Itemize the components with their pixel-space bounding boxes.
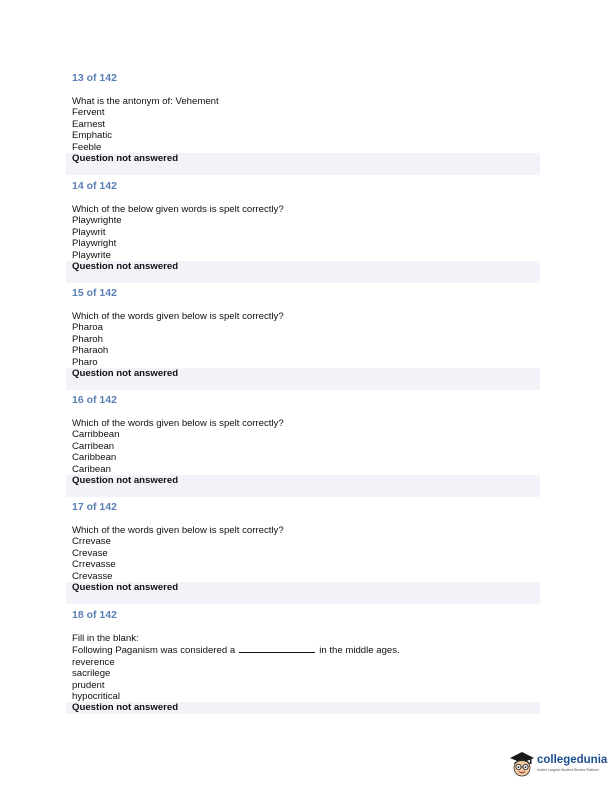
option: Playwright [72, 238, 117, 250]
question-text: Which of the words given below is spelt correctly? [72, 418, 284, 429]
option: reverence [72, 656, 115, 668]
collegedunia-logo [509, 751, 609, 781]
option: Carribbean [72, 429, 120, 441]
question-block [66, 393, 540, 497]
logo-text: collegedunia [537, 754, 608, 766]
question-block [66, 286, 540, 390]
question-text [72, 644, 540, 656]
option: Crrevase [72, 536, 111, 548]
question-text-before: Following Paganism was considered a [72, 645, 236, 657]
option: hypocritical [72, 691, 120, 703]
answer-status: Question not answered [66, 153, 540, 175]
question-number: 13 of 142 [72, 72, 117, 84]
question-block [66, 71, 540, 175]
question-text-after: in the middle ages. [319, 645, 400, 657]
question-instruction: Fill in the blank: [72, 633, 139, 644]
option: Fervent [72, 107, 105, 119]
graduate-mascot-icon [509, 751, 535, 779]
answer-status: Question not answered [66, 582, 540, 604]
question-number: 16 of 142 [72, 394, 117, 406]
option: Emphatic [72, 130, 112, 142]
option: Feeble [72, 141, 102, 153]
option: Pharoa [72, 322, 103, 334]
option: Pharo [72, 356, 98, 368]
question-text: Which of the words given below is spelt correctly? [72, 525, 284, 536]
option: Crevase [72, 547, 108, 559]
question-body [66, 204, 540, 261]
question-body [66, 96, 540, 153]
question-block [66, 500, 540, 604]
fill-blank-line [239, 644, 315, 653]
option: Pharaoh [72, 345, 109, 357]
option: Crevasse [72, 570, 113, 582]
question-body [66, 525, 540, 582]
logo-tagline: India's Largest Student Review Platform [537, 768, 600, 772]
option: Crrevasse [72, 559, 116, 571]
answer-status: Question not answered [66, 702, 540, 714]
question-text: What is the antonym of: Vehement [72, 96, 219, 107]
answer-status: Question not answered [66, 261, 540, 283]
answer-status: Question not answered [66, 475, 540, 497]
option: Playwrighte [72, 215, 122, 227]
question-block [66, 179, 540, 283]
option: Earnest [72, 118, 106, 130]
option: Playwrit [72, 226, 106, 238]
question-number: 14 of 142 [72, 180, 117, 192]
option: Caribean [72, 463, 111, 475]
option: prudent [72, 679, 105, 691]
option: Caribbean [72, 452, 117, 464]
option: Pharoh [72, 333, 103, 345]
question-body [66, 311, 540, 368]
question-number: 17 of 142 [72, 501, 117, 513]
question-number: 18 of 142 [72, 609, 117, 621]
question-body [66, 633, 540, 702]
question-text: Which of the below given words is spelt correctly? [72, 204, 284, 215]
option: Carribean [72, 440, 115, 452]
question-text: Which of the words given below is spelt correctly? [72, 311, 284, 322]
option: sacrilege [72, 668, 111, 680]
question-number: 15 of 142 [72, 287, 117, 299]
question-body [66, 418, 540, 475]
question-block [66, 608, 540, 714]
option: Playwrite [72, 249, 111, 261]
answer-status: Question not answered [66, 368, 540, 390]
